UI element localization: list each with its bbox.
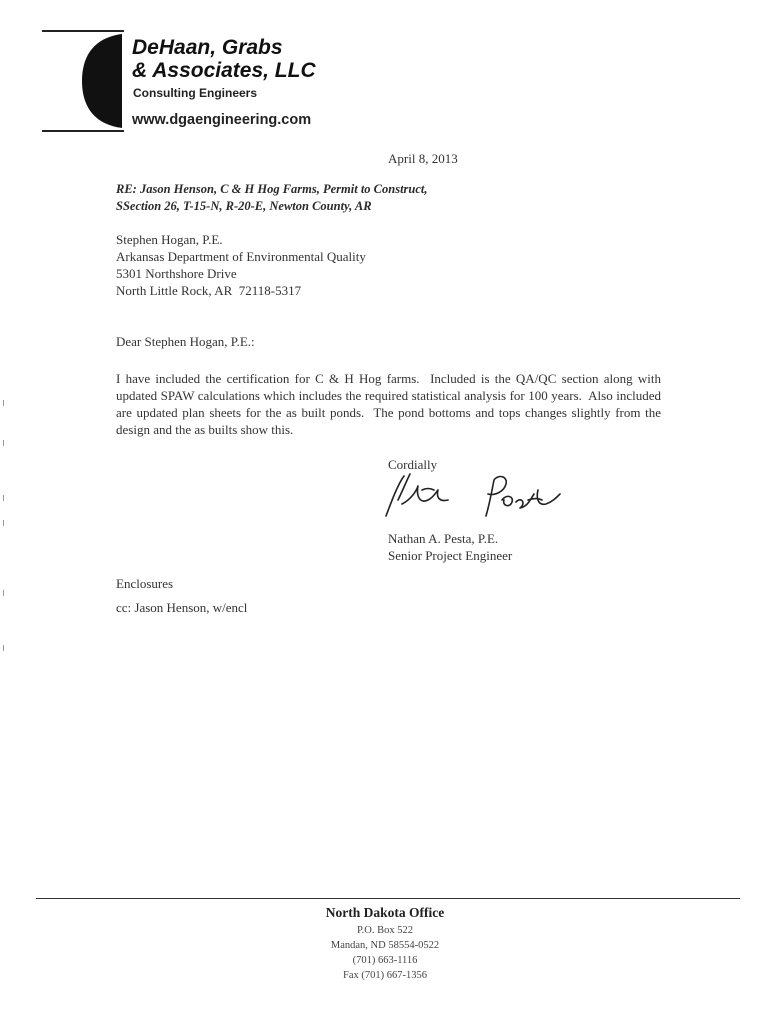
company-name-line1: DeHaan, Grabs bbox=[132, 36, 283, 59]
recipient-name: Stephen Hogan, P.E. bbox=[116, 232, 223, 247]
footer-office-title: North Dakota Office bbox=[325, 905, 445, 920]
recipient-street: 5301 Northshore Drive bbox=[116, 266, 237, 281]
signer-block bbox=[388, 530, 512, 564]
re-line2: SSection 26, T-15-N, R-20-E, Newton County, AR bbox=[116, 199, 372, 213]
letterhead-bottom-rule bbox=[42, 130, 124, 132]
margin-mark bbox=[3, 590, 4, 596]
company-logo-mark bbox=[82, 34, 122, 128]
footer-city: Mandan, ND 58554-0522 bbox=[330, 940, 440, 951]
margin-mark bbox=[3, 520, 4, 526]
company-name-line2: & Associates, LLC bbox=[132, 59, 316, 82]
signer-title: Senior Project Engineer bbox=[388, 548, 513, 563]
recipient-address bbox=[116, 231, 366, 299]
re-line1: RE: Jason Henson, C & H Hog Farms, Permit to Construct, bbox=[116, 182, 428, 196]
margin-mark bbox=[3, 440, 4, 446]
company-name bbox=[132, 36, 316, 82]
salutation: Dear Stephen Hogan, P.E.: bbox=[116, 334, 255, 349]
margin-mark bbox=[3, 645, 4, 651]
re-line bbox=[116, 181, 428, 215]
company-subtitle: Consulting Engineers bbox=[133, 86, 258, 100]
margin-mark bbox=[3, 400, 4, 406]
signer-name: Nathan A. Pesta, P.E. bbox=[388, 531, 499, 546]
footer-phone: (701) 663-1116 bbox=[352, 955, 418, 966]
margin-mark bbox=[3, 495, 4, 501]
footer-contact bbox=[0, 923, 770, 983]
handwritten-signature bbox=[378, 470, 568, 522]
recipient-city: North Little Rock, AR 72118-5317 bbox=[116, 283, 302, 298]
letterhead-top-rule bbox=[42, 30, 124, 32]
body-paragraph: I have included the certification for C & H Hog farms. Included is the QA/QC section along with updated SPAW calculations which includes the required statistical analysis for 100 years. Also included are updated plan sheets for the as built ponds. The pond bottoms and tops changes slightly from the design and the as builts show this. bbox=[116, 371, 665, 437]
footer-fax: Fax (701) 667-1356 bbox=[343, 970, 427, 981]
enclosures-label: Enclosures bbox=[116, 576, 174, 591]
cc-line: cc: Jason Henson, w/encl bbox=[116, 600, 248, 615]
closing: Cordially bbox=[388, 457, 438, 472]
footer-po-box: P.O. Box 522 bbox=[356, 925, 413, 936]
letter-date: April 8, 2013 bbox=[388, 151, 458, 166]
recipient-org: Arkansas Department of Environmental Quality bbox=[116, 249, 366, 264]
footer-rule bbox=[36, 898, 740, 899]
company-website: www.dgaengineering.com bbox=[132, 112, 312, 128]
